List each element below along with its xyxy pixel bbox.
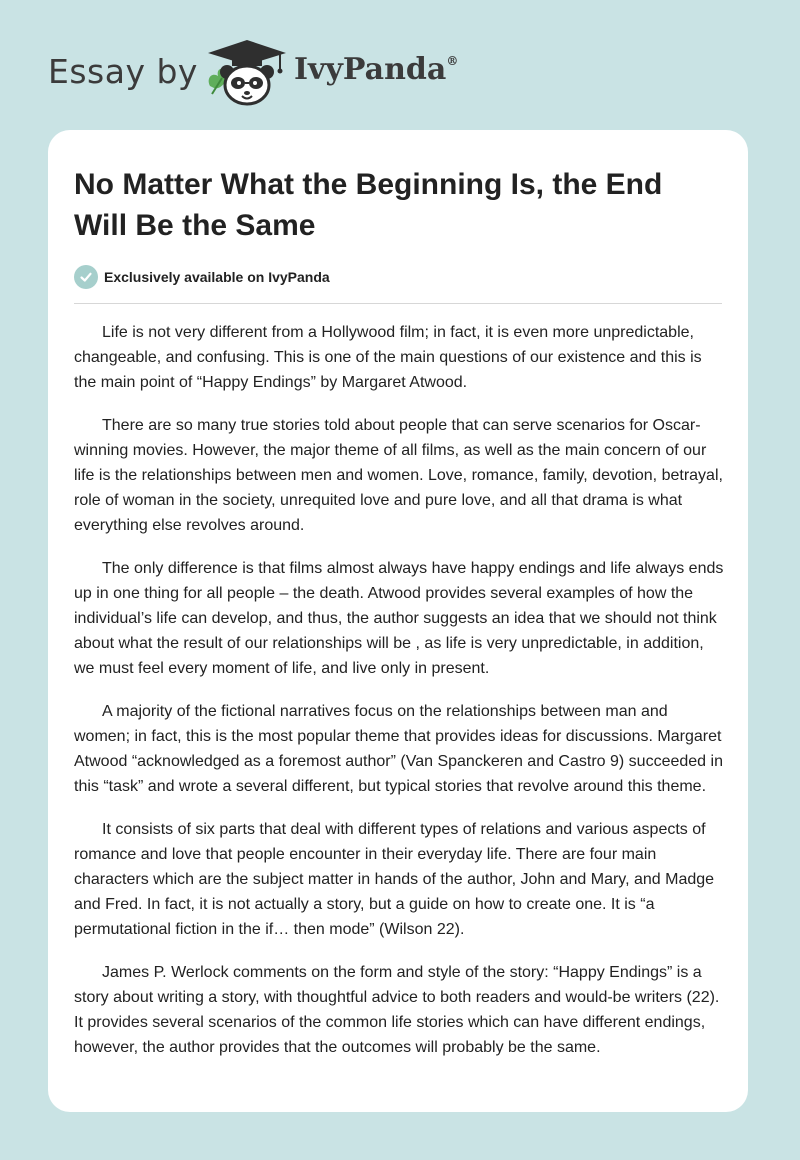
- paragraph: Life is not very different from a Hollywood film; in fact, it is even more unpredictable, changeable, and confusing. This is one of the main questions of our existence and this is the main point of “Happy Endings” by Margaret Atwood.: [74, 324, 702, 391]
- paragraph: The only difference is that films almost always have happy endings and life always ends up in one thing for all people – the death. Atwood provides several examples of how the individual’s life can develop, and thus, the author suggests an idea that we should not think about what the result of our relationships will be , as life is very unpredictable, in addition, we must feel every moment of life, and live only in present.: [74, 560, 724, 677]
- brand-name[interactable]: IvyPanda®: [294, 52, 459, 87]
- divider: [74, 303, 722, 304]
- exclusive-badge: [74, 264, 330, 290]
- paragraph: There are so many true stories told about people that can serve scenarios for Oscar-winning movies. However, the major theme of all films, as well as the main concern of our life is the relationships between men and women. Love, romance, family, devotion, betrayal, role of woman in the society, unrequited love and pure love, and all that drama is what everything else revolves around.: [74, 417, 723, 534]
- site-header: [48, 38, 548, 108]
- registered-mark: ®: [446, 54, 459, 68]
- panda-graduate-icon[interactable]: [204, 38, 290, 108]
- essay-card: [48, 130, 748, 1112]
- paragraph: It consists of six parts that deal with different types of relations and various aspects of romance and love that people encounter in their everyday life. There are four main characters which are the subject matter in hands of the author, John and Mary, and Madge and Fred. In fact, it is not actually a story, but a guide on how to create one. It is “a permutational fiction in the if… then mode” (Wilson 22).: [74, 821, 715, 938]
- paragraph: A majority of the fictional narratives focus on the relationships between man and women; in fact, this is the most popular theme that provides ideas for discussions. Margaret Atwood “acknowledged as a foremost author” (Van Spanckeren and Castro 9) succeeded in this “task” and wrote a several different, but typical stories that revolve around this theme.: [74, 703, 723, 795]
- check-circle-icon: [74, 265, 98, 289]
- exclusive-badge-text: Exclusively available on IvyPanda: [104, 269, 330, 285]
- paragraph: James P. Werlock comments on the form and style of the story: “Happy Endings” is a story about writing a story, with thoughtful advice to both readers and would-be writers (22). It provides several scenarios of the common life stories which can have different endings, however, the author provides that the outcomes will probably be the same.: [74, 964, 720, 1056]
- essay-title: No Matter What the Beginning Is, the End Will Be the Same: [74, 168, 663, 242]
- essay-body: [74, 320, 724, 1078]
- essay-by-label: Essay by: [48, 52, 198, 91]
